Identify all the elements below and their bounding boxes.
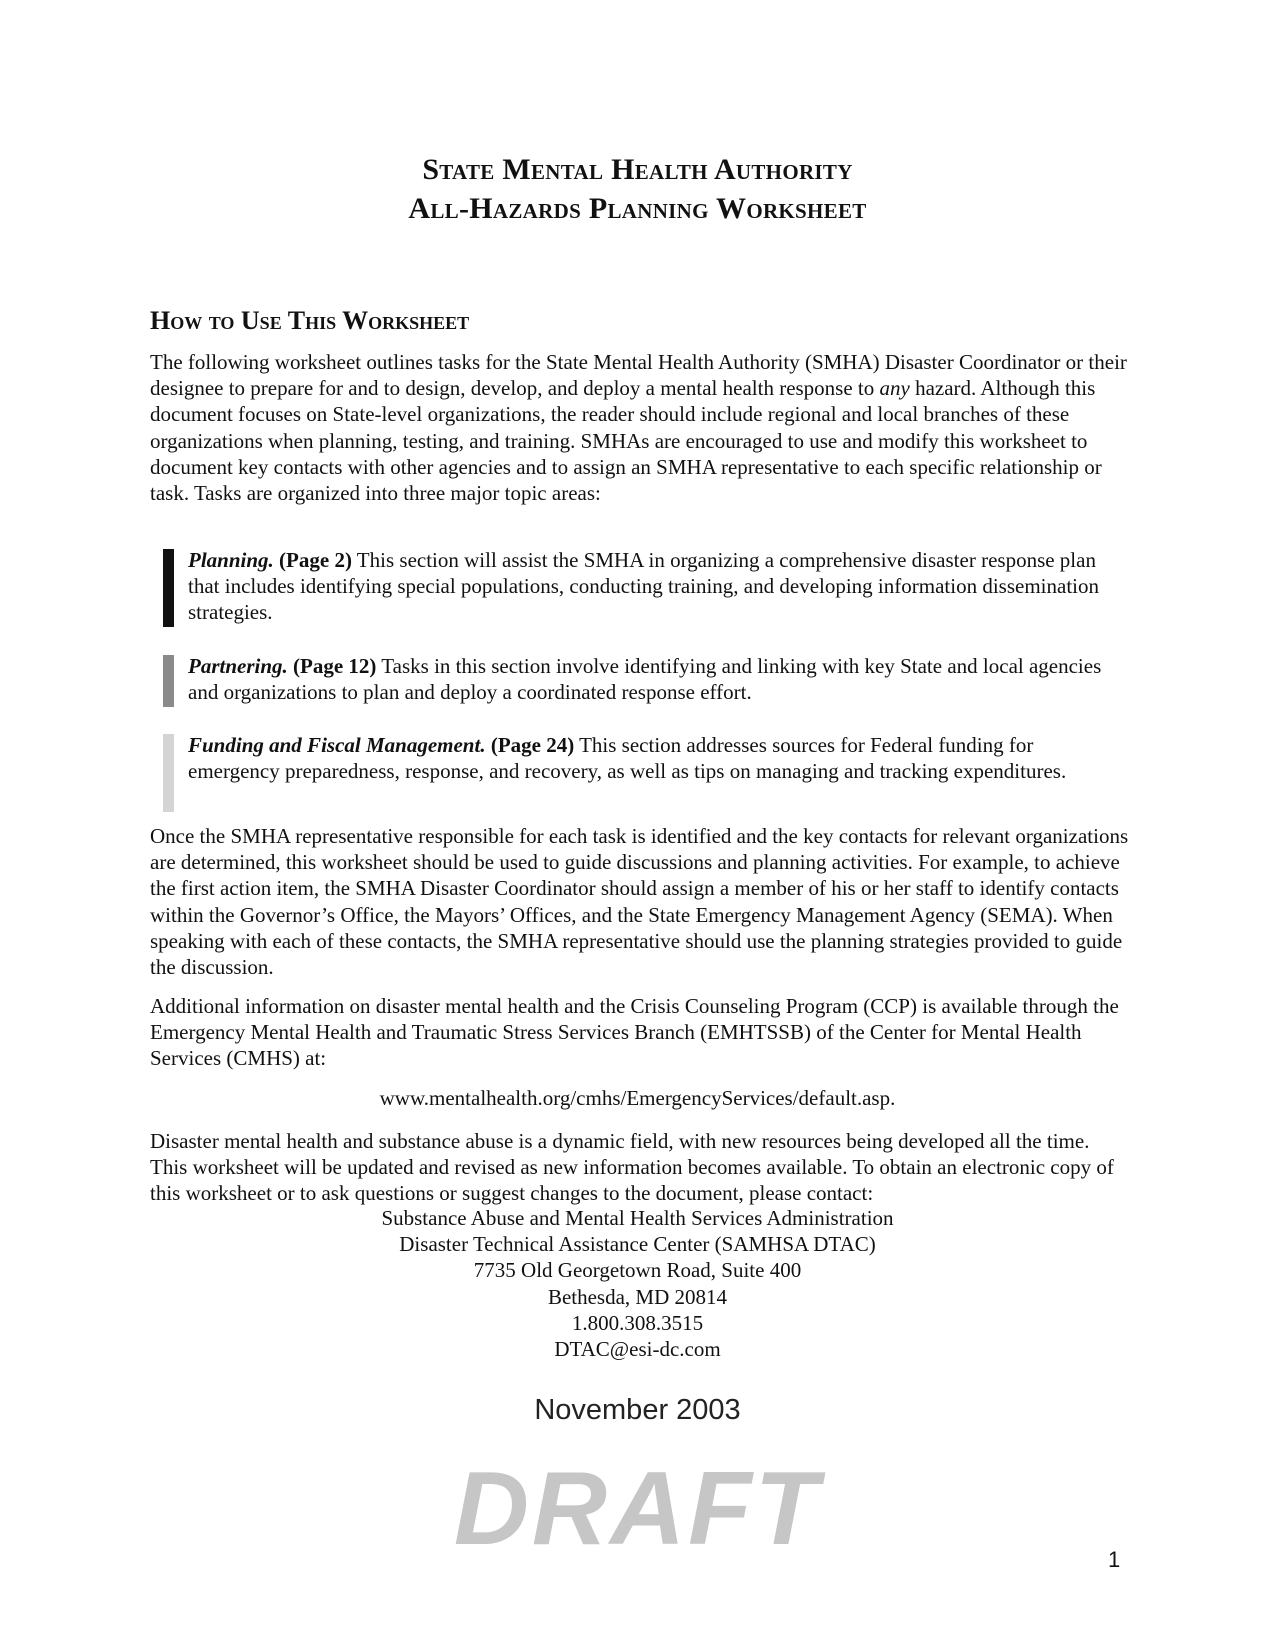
contact-organization: Substance Abuse and Mental Health Services Administration <box>381 1206 894 1230</box>
section-heading: How to Use This Worksheet <box>150 306 470 335</box>
guidance-paragraph: Once the SMHA representative responsible for each task is identified and the key contacts for relevant organizations are determined, this worksheet should be used to guide discussions and planning activities. For example, to achieve the first action item, the SMHA Disaster Coordinator should assign a member of his or her staff to identify contacts within the Governor’s Office, the Mayors’ Offices, and the State Emergency Management Agency (SEMA). When speaking with each of these contacts, the SMHA representative should use the planning strategies provided to guide the discussion. <box>150 824 1129 980</box>
document-date: November 2003 <box>534 1394 741 1426</box>
contact-intro-paragraph: Disaster mental health and substance abuse is a dynamic field, with new resources being developed all the time. This worksheet will be updated and revised as new information becomes available. To obtain an electronic copy of this worksheet or to ask questions or suggest changes to the document, please contact: <box>150 1129 1114 1206</box>
topic-partnering-description: Tasks in this section involve identifying and linking with key State and local agencies and organizations to plan and deploy a coordinated response effort. <box>188 654 1102 705</box>
topic-partnering <box>163 653 1123 705</box>
intro-text-part-1: The following worksheet outlines tasks for the State Mental Health Authority (SMHA) Disaster Coordinator or their designee to prepare for and to design, develop, and deploy a mental health response to <box>150 350 1127 401</box>
topic-planning-page: (Page 2) <box>279 548 352 572</box>
intro-paragraph <box>150 349 1130 506</box>
page-number: 1 <box>1108 1547 1121 1572</box>
topic-partnering-bar <box>163 655 174 707</box>
topic-funding-bar <box>163 734 174 812</box>
topic-partnering-text <box>188 653 1123 705</box>
topic-planning <box>163 547 1123 626</box>
contact-center: Disaster Technical Assistance Center (SAMHSA DTAC) <box>399 1232 876 1257</box>
topic-funding-description: This section addresses sources for Federal funding for emergency preparedness, response, and recovery, as well as tips on managing and tracking expenditures. <box>188 733 1067 784</box>
contact-city: Bethesda, MD 20814 <box>547 1284 728 1309</box>
topic-funding-name: Funding and Fiscal Management. <box>188 733 486 757</box>
topic-planning-description: This section will assist the SMHA in organizing a comprehensive disaster response plan that includes identifying special populations, conducting training, and developing information dissemination strategies. <box>188 548 1099 625</box>
topic-funding-page: (Page 24) <box>490 733 575 757</box>
additional-info-paragraph: Additional information on disaster mental health and the Crisis Counseling Program (CCP) is available through the Emergency Mental Health and Traumatic Stress Services Branch (EMHTSSB) of the Center for Mental Health Services (CMHS) at: <box>150 994 1119 1071</box>
intro-text-part-2: hazard. Although this document focuses on State-level organizations, the reader should include regional and local branches of these organizations when planning, testing, and training. SMHAs are encouraged to use and modify this worksheet to document key contacts with other agencies and to assign an SMHA representative to each specific relationship or task. Tasks are organized into three major topic areas: <box>150 376 1102 506</box>
draft-watermark: DRAFT <box>453 1451 822 1567</box>
intro-emphasis: any <box>879 376 910 401</box>
topic-funding-text <box>188 732 1123 784</box>
topic-planning-text <box>188 547 1123 626</box>
contact-street: 7735 Old Georgetown Road, Suite 400 <box>473 1258 802 1283</box>
cmhs-url-link[interactable]: www.mentalhealth.org/cmhs/EmergencyServices/default.asp. <box>379 1086 896 1110</box>
topic-planning-name: Planning. <box>188 548 274 572</box>
topic-partnering-name: Partnering. <box>188 654 288 678</box>
topic-funding <box>163 732 1123 784</box>
document-title-line-2: All-Hazards Planning Worksheet <box>408 192 867 225</box>
contact-block <box>0 1205 1275 1362</box>
topic-planning-bar <box>163 549 174 627</box>
contact-email-link[interactable]: DTAC@esi-dc.com <box>554 1337 721 1362</box>
document-title-line-1: State Mental Health Authority <box>422 153 853 186</box>
contact-phone: 1.800.308.3515 <box>571 1310 704 1335</box>
topic-partnering-page: (Page 12) <box>293 654 377 678</box>
